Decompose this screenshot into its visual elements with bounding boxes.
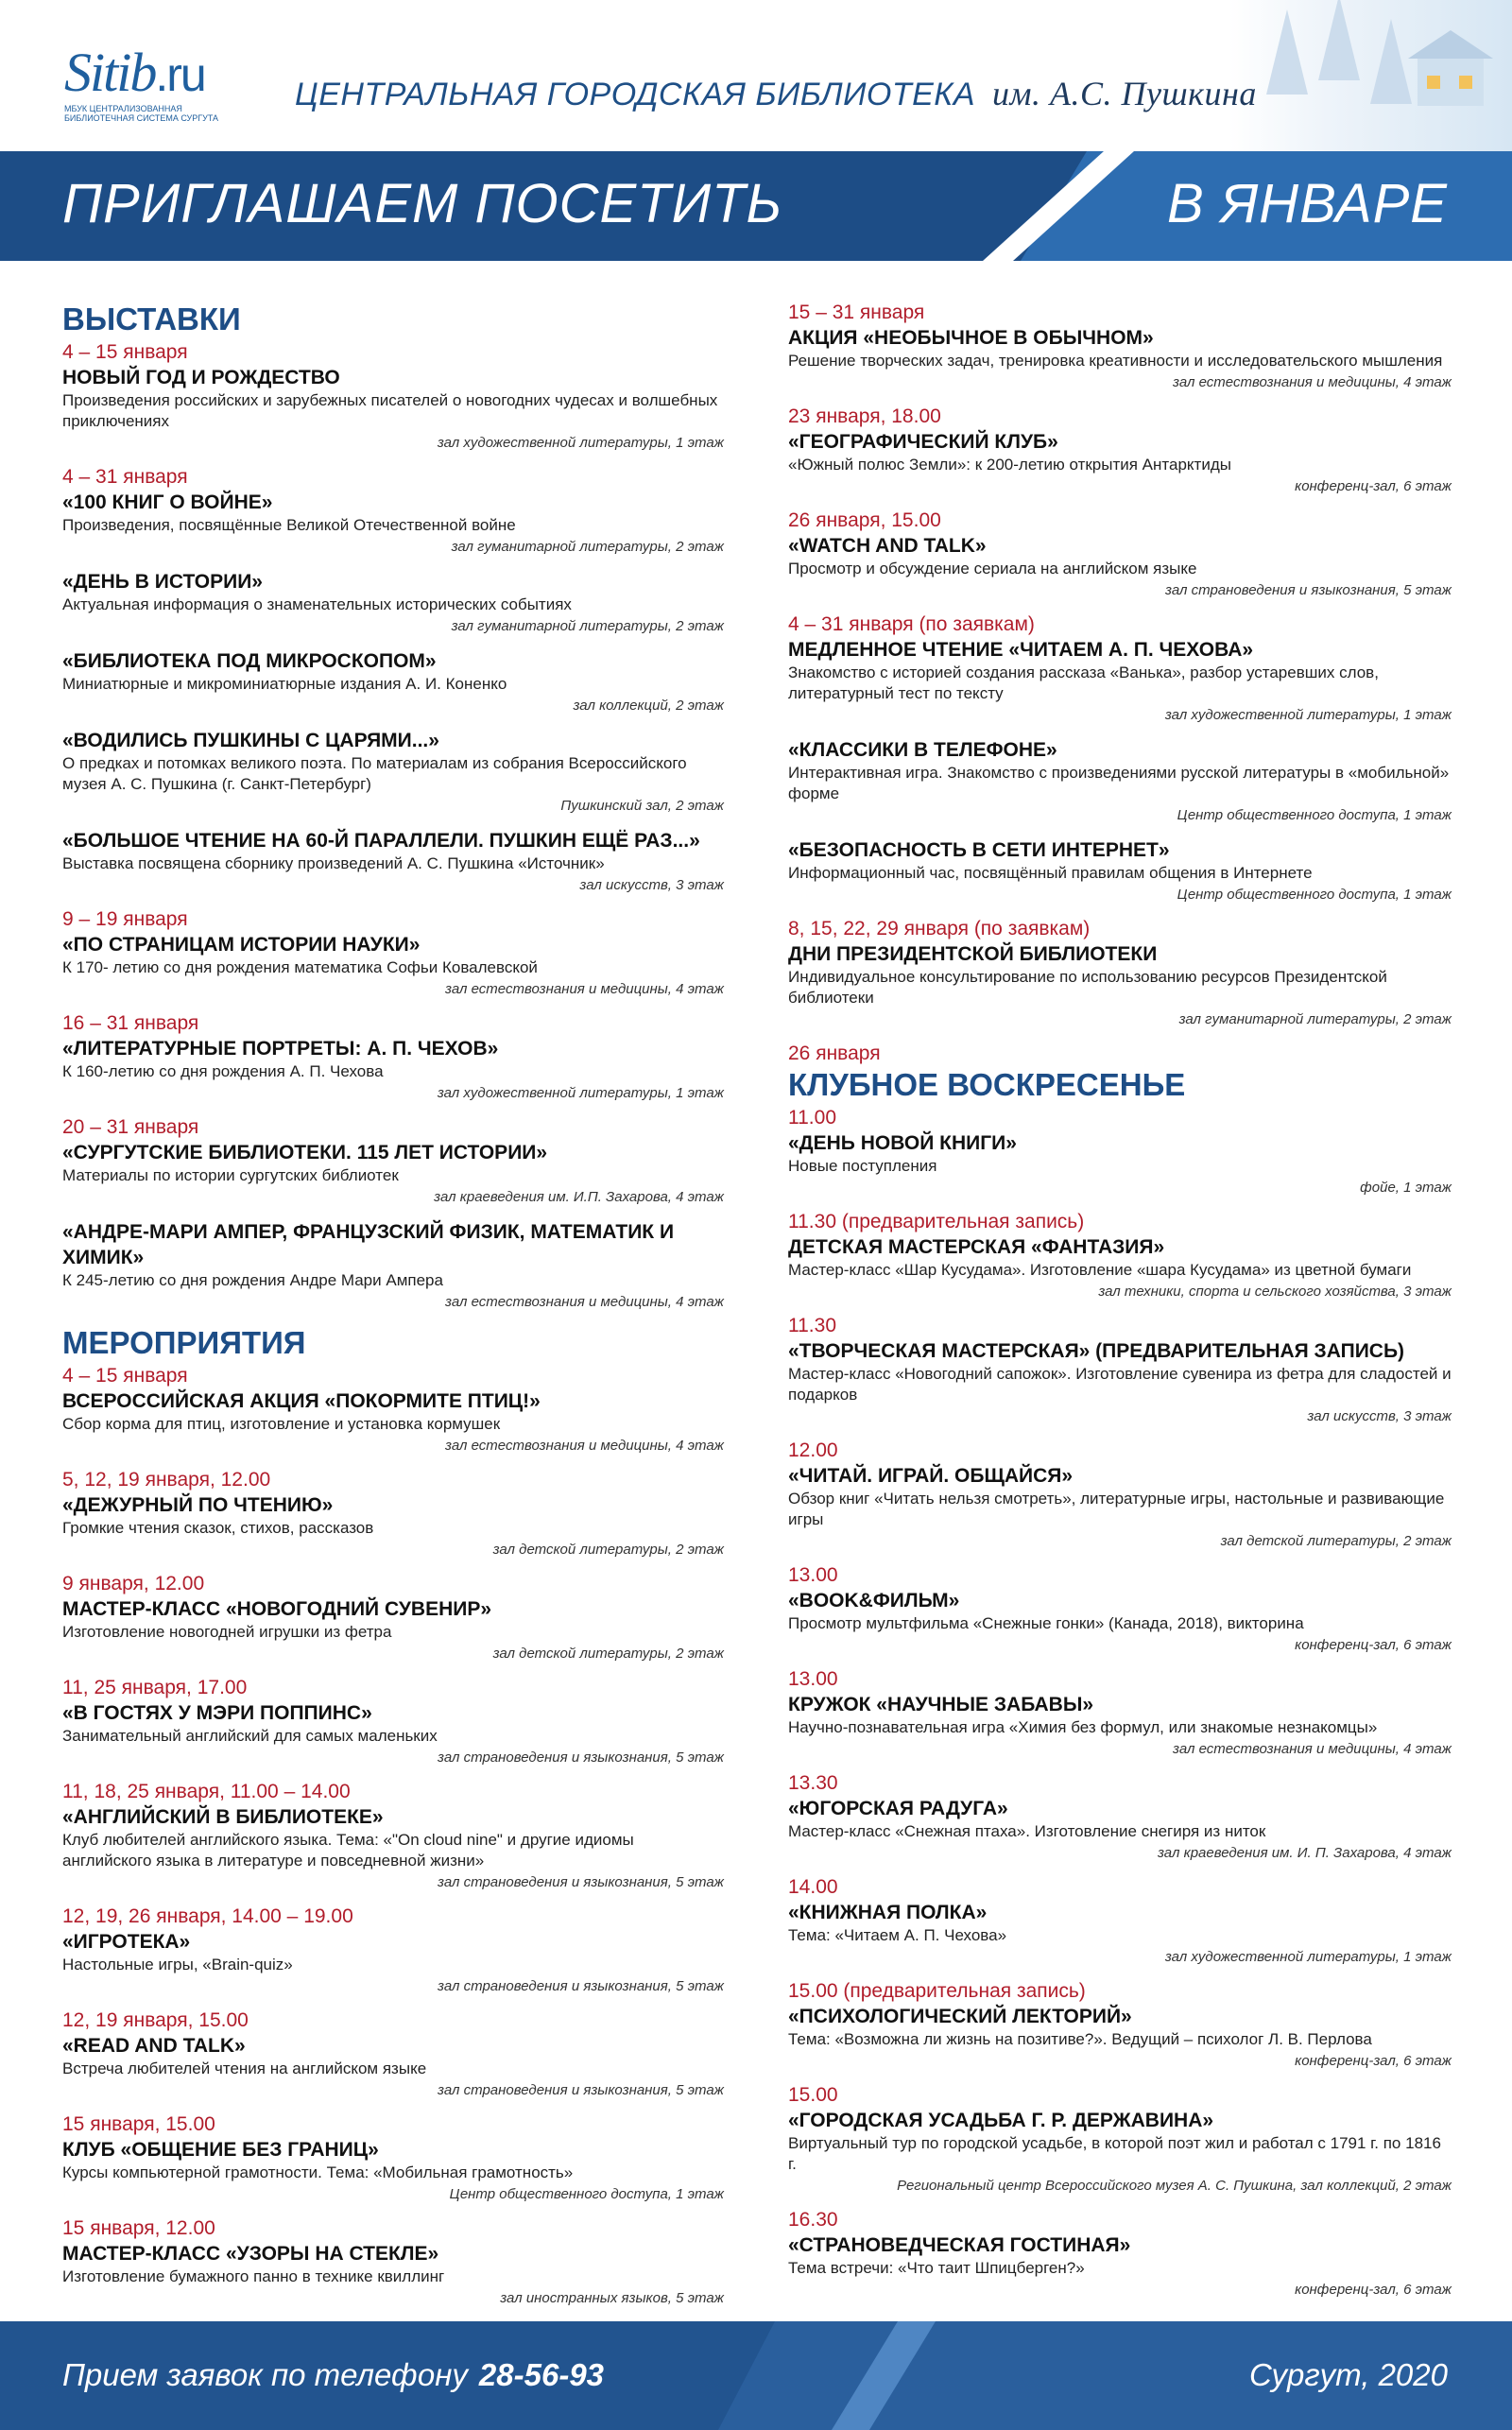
event-date: 12, 19, 26 января, 14.00 – 19.00 — [62, 1905, 353, 1927]
page-footer — [0, 2321, 1512, 2430]
event-title: «ВОДИЛИСЬ ПУШКИНЫ С ЦАРЯМИ...» — [62, 730, 439, 751]
list-item — [788, 1771, 1452, 1863]
pushkin-signature: им. А.С. Пушкина — [992, 75, 1257, 112]
event-description: К 160-летию со дня рождения А. П. Чехова — [62, 1062, 384, 1080]
footer-phone-label — [62, 2357, 604, 2393]
event-location: зал краеведения им. И. П. Захарова, 4 этаж — [1158, 1845, 1452, 1861]
event-location: зал детской литературы, 2 этаж — [492, 1646, 724, 1662]
event-description: Мастер-класс «Снежная птаха». Изготовление снегиря из ниток — [788, 1822, 1266, 1840]
list-item — [62, 2008, 724, 2100]
event-date: 14.00 — [788, 1876, 838, 1898]
list-item — [788, 1563, 1452, 1655]
list-item — [62, 465, 724, 557]
list-item — [788, 1210, 1452, 1301]
event-title: ВСЕРОССИЙСКАЯ АКЦИЯ «ПОКОРМИТЕ ПТИЦ!» — [62, 1390, 541, 1412]
event-description: Материалы по истории сургутских библиотек — [62, 1166, 399, 1184]
event-title: «БЕЗОПАСНОСТЬ В СЕТИ ИНТЕРНЕТ» — [788, 839, 1170, 861]
event-location: зал естествознания и медицины, 4 этаж — [1173, 1741, 1452, 1757]
library-title — [295, 74, 1257, 113]
event-location: зал страноведения и языкознания, 5 этаж — [1165, 582, 1452, 598]
event-location: Центр общественного доступа, 1 этаж — [1177, 887, 1452, 903]
list-item — [788, 1314, 1452, 1426]
phone-label: Прием заявок по телефону — [62, 2357, 468, 2392]
event-description: Тема встречи: «Что таит Шпицберген?» — [788, 2259, 1085, 2277]
library-logo[interactable] — [64, 42, 253, 140]
events-list — [62, 1364, 724, 2308]
event-date: 12, 19 января, 15.00 — [62, 2009, 249, 2031]
event-date: 16.30 — [788, 2209, 838, 2231]
event-description: Изготовление бумажного панно в технике квиллинг — [62, 2267, 445, 2285]
event-date: 13.00 — [788, 1668, 838, 1690]
event-title: ДЕТСКАЯ МАСТЕРСКАЯ «ФАНТАЗИЯ» — [788, 1236, 1165, 1258]
event-title: «ДЕНЬ В ИСТОРИИ» — [62, 571, 263, 593]
event-date: 4 – 15 января — [62, 341, 188, 363]
section-heading-club-sunday: КЛУБНОЕ ВОСКРЕСЕНЬЕ — [788, 1067, 1186, 1102]
event-title: КЛУБ «ОБЩЕНИЕ БЕЗ ГРАНИЦ» — [62, 2139, 379, 2161]
event-title: КРУЖОК «НАУЧНЫЕ ЗАБАВЫ» — [788, 1694, 1094, 1715]
event-location: зал художественной литературы, 1 этаж — [1164, 1949, 1452, 1965]
event-description: Мастер-класс «Новогодний сапожок». Изготовление сувенира из фетра для сладостей и подарков — [788, 1365, 1452, 1404]
sunday-date: 26 января — [788, 1043, 881, 1064]
event-date: 13.30 — [788, 1772, 838, 1794]
event-description: Информационный час, посвящённый правилам общения в Интернете — [788, 864, 1313, 882]
event-title: «ГОРОДСКАЯ УСАДЬБА Г. Р. ДЕРЖАВИНА» — [788, 2110, 1214, 2131]
list-item — [62, 1468, 724, 1560]
event-location: зал художественной литературы, 1 этаж — [1164, 707, 1452, 723]
event-title: «АНДРЕ-МАРИ АМПЕР, ФРАНЦУЗСКИЙ ФИЗИК, МАТЕМАТИК И ХИМИК» — [62, 1221, 675, 1268]
event-date: 11.30 (предварительная запись) — [788, 1211, 1085, 1232]
event-date: 16 – 31 января — [62, 1012, 199, 1034]
event-date: 11, 25 января, 17.00 — [62, 1677, 248, 1698]
list-item — [788, 1875, 1452, 1967]
list-item — [788, 737, 1452, 825]
list-item — [788, 508, 1452, 600]
event-date: 8, 15, 22, 29 января (по заявкам) — [788, 918, 1091, 939]
list-item — [62, 728, 724, 816]
event-date: 26 января, 15.00 — [788, 509, 941, 531]
library-name: ЦЕНТРАЛЬНАЯ ГОРОДСКАЯ БИБЛИОТЕКА — [295, 77, 976, 112]
event-description: Актуальная информация о знаменательных исторических событиях — [62, 595, 572, 613]
logo-subtitle: МБУК ЦЕНТРАЛИЗОВАННАЯ БИБЛИОТЕЧНАЯ СИСТЕМА СУРГУТА — [64, 104, 219, 123]
list-item — [788, 1979, 1452, 2071]
event-location: зал гуманитарной литературы, 2 этаж — [451, 539, 724, 555]
event-title: «КНИЖНАЯ ПОЛКА» — [788, 1902, 988, 1923]
event-location: зал техники, спорта и сельского хозяйства, 3 этаж — [1098, 1284, 1452, 1300]
event-location: Региональный центр Всероссийского музея А. С. Пушкина, зал коллекций, 2 этаж — [897, 2178, 1452, 2194]
event-description: К 170- летию со дня рождения математика Софьи Ковалевской — [62, 958, 538, 976]
event-location: Центр общественного доступа, 1 этаж — [1177, 807, 1452, 823]
list-item — [62, 648, 724, 715]
event-description: Выставка посвящена сборнику произведений А. С. Пушкина «Источник» — [62, 854, 605, 872]
event-description: Изготовление новогодней игрушки из фетра — [62, 1623, 392, 1641]
list-item — [62, 1115, 724, 1207]
event-title: «КЛАССИКИ В ТЕЛЕФОНЕ» — [788, 739, 1057, 761]
list-item — [788, 301, 1452, 392]
event-location: зал естествознания и медицины, 4 этаж — [445, 981, 724, 997]
event-description: Сбор корма для птиц, изготовление и установка кормушек — [62, 1415, 501, 1433]
list-item — [788, 1667, 1452, 1759]
list-item — [62, 340, 724, 453]
event-location: зал художественной литературы, 1 этаж — [437, 1085, 724, 1101]
list-item — [62, 1676, 724, 1767]
event-description: Просмотр мультфильма «Снежные гонки» (Канада, 2018), викторина — [788, 1614, 1304, 1632]
list-item — [788, 2083, 1452, 2196]
event-location: зал искусств, 3 этаж — [579, 877, 724, 893]
sunday-list — [788, 1106, 1452, 2300]
list-item — [62, 907, 724, 999]
event-location: зал гуманитарной литературы, 2 этаж — [451, 618, 724, 634]
event-description: Интерактивная игра. Знакомство с произведениями русской литературы в «мобильной» форме — [788, 764, 1450, 802]
event-description: Встреча любителей чтения на английском языке — [62, 2059, 427, 2077]
list-item — [62, 1572, 724, 1663]
event-date: 4 – 15 января — [62, 1365, 188, 1387]
event-location: зал естествознания и медицины, 4 этаж — [445, 1438, 724, 1454]
event-title: «ИГРОТЕКА» — [62, 1931, 191, 1953]
event-date: 15 – 31 января — [788, 302, 925, 323]
event-location: зал иностранных языков, 5 этаж — [500, 2290, 724, 2306]
event-title: «ПО СТРАНИЦАМ ИСТОРИИ НАУКИ» — [62, 934, 421, 956]
event-date: 15.00 (предварительная запись) — [788, 1980, 1086, 2002]
event-description: Тема: «Возможна ли жизнь на позитиве?». Ведущий – психолог Л. В. Перлова — [788, 2030, 1372, 2048]
list-item — [62, 1011, 724, 1103]
event-date: 11.00 — [788, 1107, 836, 1129]
event-title: «ТВОРЧЕСКАЯ МАСТЕРСКАЯ» (ПРЕДВАРИТЕЛЬНАЯ ЗАПИСЬ) — [788, 1340, 1405, 1362]
event-description: Виртуальный тур по городской усадьбе, в которой поэт жил и работал с 1791 г. по 1816 г. — [788, 2134, 1441, 2173]
event-location: зал искусств, 3 этаж — [1307, 1408, 1452, 1424]
event-description: К 245-летию со дня рождения Андре Мари Ампера — [62, 1271, 443, 1289]
event-description: Курсы компьютерной грамотности. Тема: «Мобильная грамотность» — [62, 2163, 574, 2181]
title-banner — [0, 151, 1512, 261]
event-title: «БОЛЬШОЕ ЧТЕНИЕ НА 60-Й ПАРАЛЛЕЛИ. ПУШКИН ЕЩЁ РАЗ...» — [62, 830, 700, 852]
event-location: зал страноведения и языкознания, 5 этаж — [438, 1978, 724, 1994]
list-item — [788, 1106, 1452, 1198]
event-title: «ПСИХОЛОГИЧЕСКИЙ ЛЕКТОРИЙ» — [788, 2006, 1132, 2027]
winter-illustration — [1228, 0, 1512, 151]
house-icon — [1418, 59, 1484, 106]
list-item — [62, 1219, 724, 1312]
event-title: «ДЕЖУРНЫЙ ПО ЧТЕНИЮ» — [62, 1494, 334, 1516]
event-description: Просмотр и обсуждение сериала на английском языке — [788, 560, 1197, 577]
event-date: 15 января, 12.00 — [62, 2217, 215, 2239]
banner-month: В ЯНВАРЕ — [1166, 173, 1448, 234]
event-description: Клуб любителей английского языка. Тема: «"On cloud nine" и другие идиомы английского языка в литературе и повседневной жизни» — [62, 1831, 634, 1870]
event-description: Новые поступления — [788, 1157, 937, 1175]
event-date: 9 января, 12.00 — [62, 1573, 205, 1594]
event-description: Мастер-класс «Шар Кусудама». Изготовление «шара Кусудама» из цветной бумаги — [788, 1261, 1412, 1279]
event-title: «ЮГОРСКАЯ РАДУГА» — [788, 1798, 1008, 1819]
list-item — [62, 569, 724, 636]
event-title: «BOOK&ФИЛЬМ» — [788, 1590, 960, 1611]
event-title: «СУРГУТСКИЕ БИБЛИОТЕКИ. 115 ЛЕТ ИСТОРИИ» — [62, 1142, 548, 1163]
page-header — [0, 0, 1512, 151]
right-column — [788, 301, 1452, 2312]
event-location: зал страноведения и языкознания, 5 этаж — [438, 1749, 724, 1766]
event-description: Произведения, посвящённые Великой Отечественной войне — [62, 516, 516, 534]
list-item — [62, 828, 724, 895]
event-title: «БИБЛИОТЕКА ПОД МИКРОСКОПОМ» — [62, 650, 437, 672]
event-location: конференц-зал, 6 этаж — [1295, 2282, 1452, 2298]
list-item — [788, 2208, 1452, 2300]
exhibitions-list — [62, 340, 724, 1312]
section-heading-events: МЕРОПРИЯТИЯ — [62, 1325, 306, 1360]
list-item — [62, 1904, 724, 1996]
event-location: конференц-зал, 6 этаж — [1295, 1637, 1452, 1653]
event-location: зал детской литературы, 2 этаж — [492, 1542, 724, 1558]
event-title: «READ AND TALK» — [62, 2035, 246, 2057]
event-title: НОВЫЙ ГОД И РОЖДЕСТВО — [62, 367, 340, 388]
event-description: Настольные игры, «Brain-quiz» — [62, 1956, 293, 1973]
list-item — [62, 2112, 724, 2204]
event-date: 15 января, 15.00 — [62, 2113, 215, 2135]
event-title: «100 КНИГ О ВОЙНЕ» — [62, 491, 273, 513]
event-date: 12.00 — [788, 1439, 838, 1461]
event-location: Пушкинский зал, 2 этаж — [560, 798, 724, 814]
event-location: конференц-зал, 6 этаж — [1295, 2053, 1452, 2069]
event-description: Миниатюрные и микроминиатюрные издания А. И. Коненко — [62, 675, 507, 693]
left-column — [62, 301, 724, 2320]
event-date: 9 – 19 января — [62, 908, 188, 930]
event-date: 4 – 31 января — [62, 466, 188, 488]
event-title: «АНГЛИЙСКИЙ В БИБЛИОТЕКЕ» — [62, 1806, 384, 1828]
event-date: 5, 12, 19 января, 12.00 — [62, 1469, 271, 1491]
footer-city-year: Сургут, 2020 — [1249, 2357, 1448, 2392]
list-item — [788, 612, 1452, 725]
list-item — [62, 2216, 724, 2308]
event-location: зал страноведения и языкознания, 5 этаж — [438, 1874, 724, 1890]
event-title: «ЛИТЕРАТУРНЫЕ ПОРТРЕТЫ: А. П. ЧЕХОВ» — [62, 1038, 499, 1060]
event-description: Индивидуальное консультирование по использованию ресурсов Президентской библиотеки — [788, 968, 1387, 1007]
event-title: «ГЕОГРАФИЧЕСКИЙ КЛУБ» — [788, 431, 1058, 453]
event-description: О предках и потомках великого поэта. По материалам из собрания Всероссийского музея А. С. Пушкина (г. Санкт-Петербург) — [62, 754, 687, 793]
event-title: «В ГОСТЯХ У МЭРИ ПОППИНС» — [62, 1702, 372, 1724]
right-events-list — [788, 301, 1452, 1029]
banner-title: ПРИГЛАШАЕМ ПОСЕТИТЬ — [62, 173, 783, 234]
event-description: Научно-познавательная игра «Химия без формул, или знакомые незнакомцы» — [788, 1718, 1378, 1736]
list-item — [788, 917, 1452, 1029]
event-date: 11, 18, 25 января, 11.00 – 14.00 — [62, 1781, 351, 1802]
event-description: «Южный полюс Земли»: к 200-летию открытия Антарктиды — [788, 456, 1231, 474]
event-description: Громкие чтения сказок, стихов, рассказов — [62, 1519, 374, 1537]
event-location: зал естествознания и медицины, 4 этаж — [445, 1294, 724, 1310]
event-title: АКЦИЯ «НЕОБЫЧНОЕ В ОБЫЧНОМ» — [788, 327, 1154, 349]
event-location: конференц-зал, 6 этаж — [1295, 478, 1452, 494]
event-description: Знакомство с историей создания рассказа «Ванька», разбор устаревших слов, литературный тест по тексту — [788, 664, 1379, 702]
event-title: ДНИ ПРЕЗИДЕНТСКОЙ БИБЛИОТЕКИ — [788, 943, 1158, 965]
event-title: «ЧИТАЙ. ИГРАЙ. ОБЩАЙСЯ» — [788, 1465, 1074, 1487]
event-location: зал детской литературы, 2 этаж — [1220, 1533, 1452, 1549]
event-date: 13.00 — [788, 1564, 838, 1586]
list-item — [62, 1364, 724, 1456]
event-description: Обзор книг «Читать нельзя смотреть», литературные игры, настольные и развивающие игры — [788, 1490, 1445, 1528]
list-item — [788, 405, 1452, 496]
event-title: МАСТЕР-КЛАСС «УЗОРЫ НА СТЕКЛЕ» — [62, 2243, 439, 2265]
phone-number[interactable]: 28-56-93 — [478, 2357, 605, 2392]
event-date: 4 – 31 января (по заявкам) — [788, 613, 1035, 635]
event-location: зал художественной литературы, 1 этаж — [437, 435, 724, 451]
list-item — [62, 1780, 724, 1892]
logo-mark: Sitib.ru — [64, 42, 205, 103]
event-title: «WATCH AND TALK» — [788, 535, 987, 557]
list-item — [788, 1439, 1452, 1551]
event-description: Произведения российских и зарубежных писателей о новогодних чудесах и волшебных приключениях — [62, 391, 718, 430]
event-description: Тема: «Читаем А. П. Чехова» — [788, 1926, 1007, 1944]
event-date: 15.00 — [788, 2084, 838, 2106]
event-location: зал коллекций, 2 этаж — [573, 698, 724, 714]
event-description: Решение творческих задач, тренировка креативности и исследовательского мышления — [788, 352, 1443, 370]
section-heading-exhibitions: ВЫСТАВКИ — [62, 302, 241, 336]
event-title: МЕДЛЕННОЕ ЧТЕНИЕ «ЧИТАЕМ А. П. ЧЕХОВА» — [788, 639, 1254, 661]
event-description: Занимательный английский для самых маленьких — [62, 1727, 438, 1745]
event-location: зал страноведения и языкознания, 5 этаж — [438, 2082, 724, 2098]
event-location: зал естествознания и медицины, 4 этаж — [1173, 374, 1452, 390]
event-location: зал краеведения им. И.П. Захарова, 4 этаж — [434, 1189, 724, 1205]
event-title: «ДЕНЬ НОВОЙ КНИГИ» — [788, 1132, 1017, 1154]
event-date: 20 – 31 января — [62, 1116, 199, 1138]
event-date: 23 января, 18.00 — [788, 405, 941, 427]
event-title: МАСТЕР-КЛАСС «НОВОГОДНИЙ СУВЕНИР» — [62, 1598, 492, 1620]
list-item — [788, 837, 1452, 905]
event-location: Центр общественного доступа, 1 этаж — [449, 2186, 724, 2202]
event-title: «СТРАНОВЕДЧЕСКАЯ ГОСТИНАЯ» — [788, 2234, 1131, 2256]
event-location: фойе, 1 этаж — [1360, 1180, 1452, 1196]
event-location: зал гуманитарной литературы, 2 этаж — [1178, 1011, 1452, 1027]
event-date: 11.30 — [788, 1315, 836, 1336]
